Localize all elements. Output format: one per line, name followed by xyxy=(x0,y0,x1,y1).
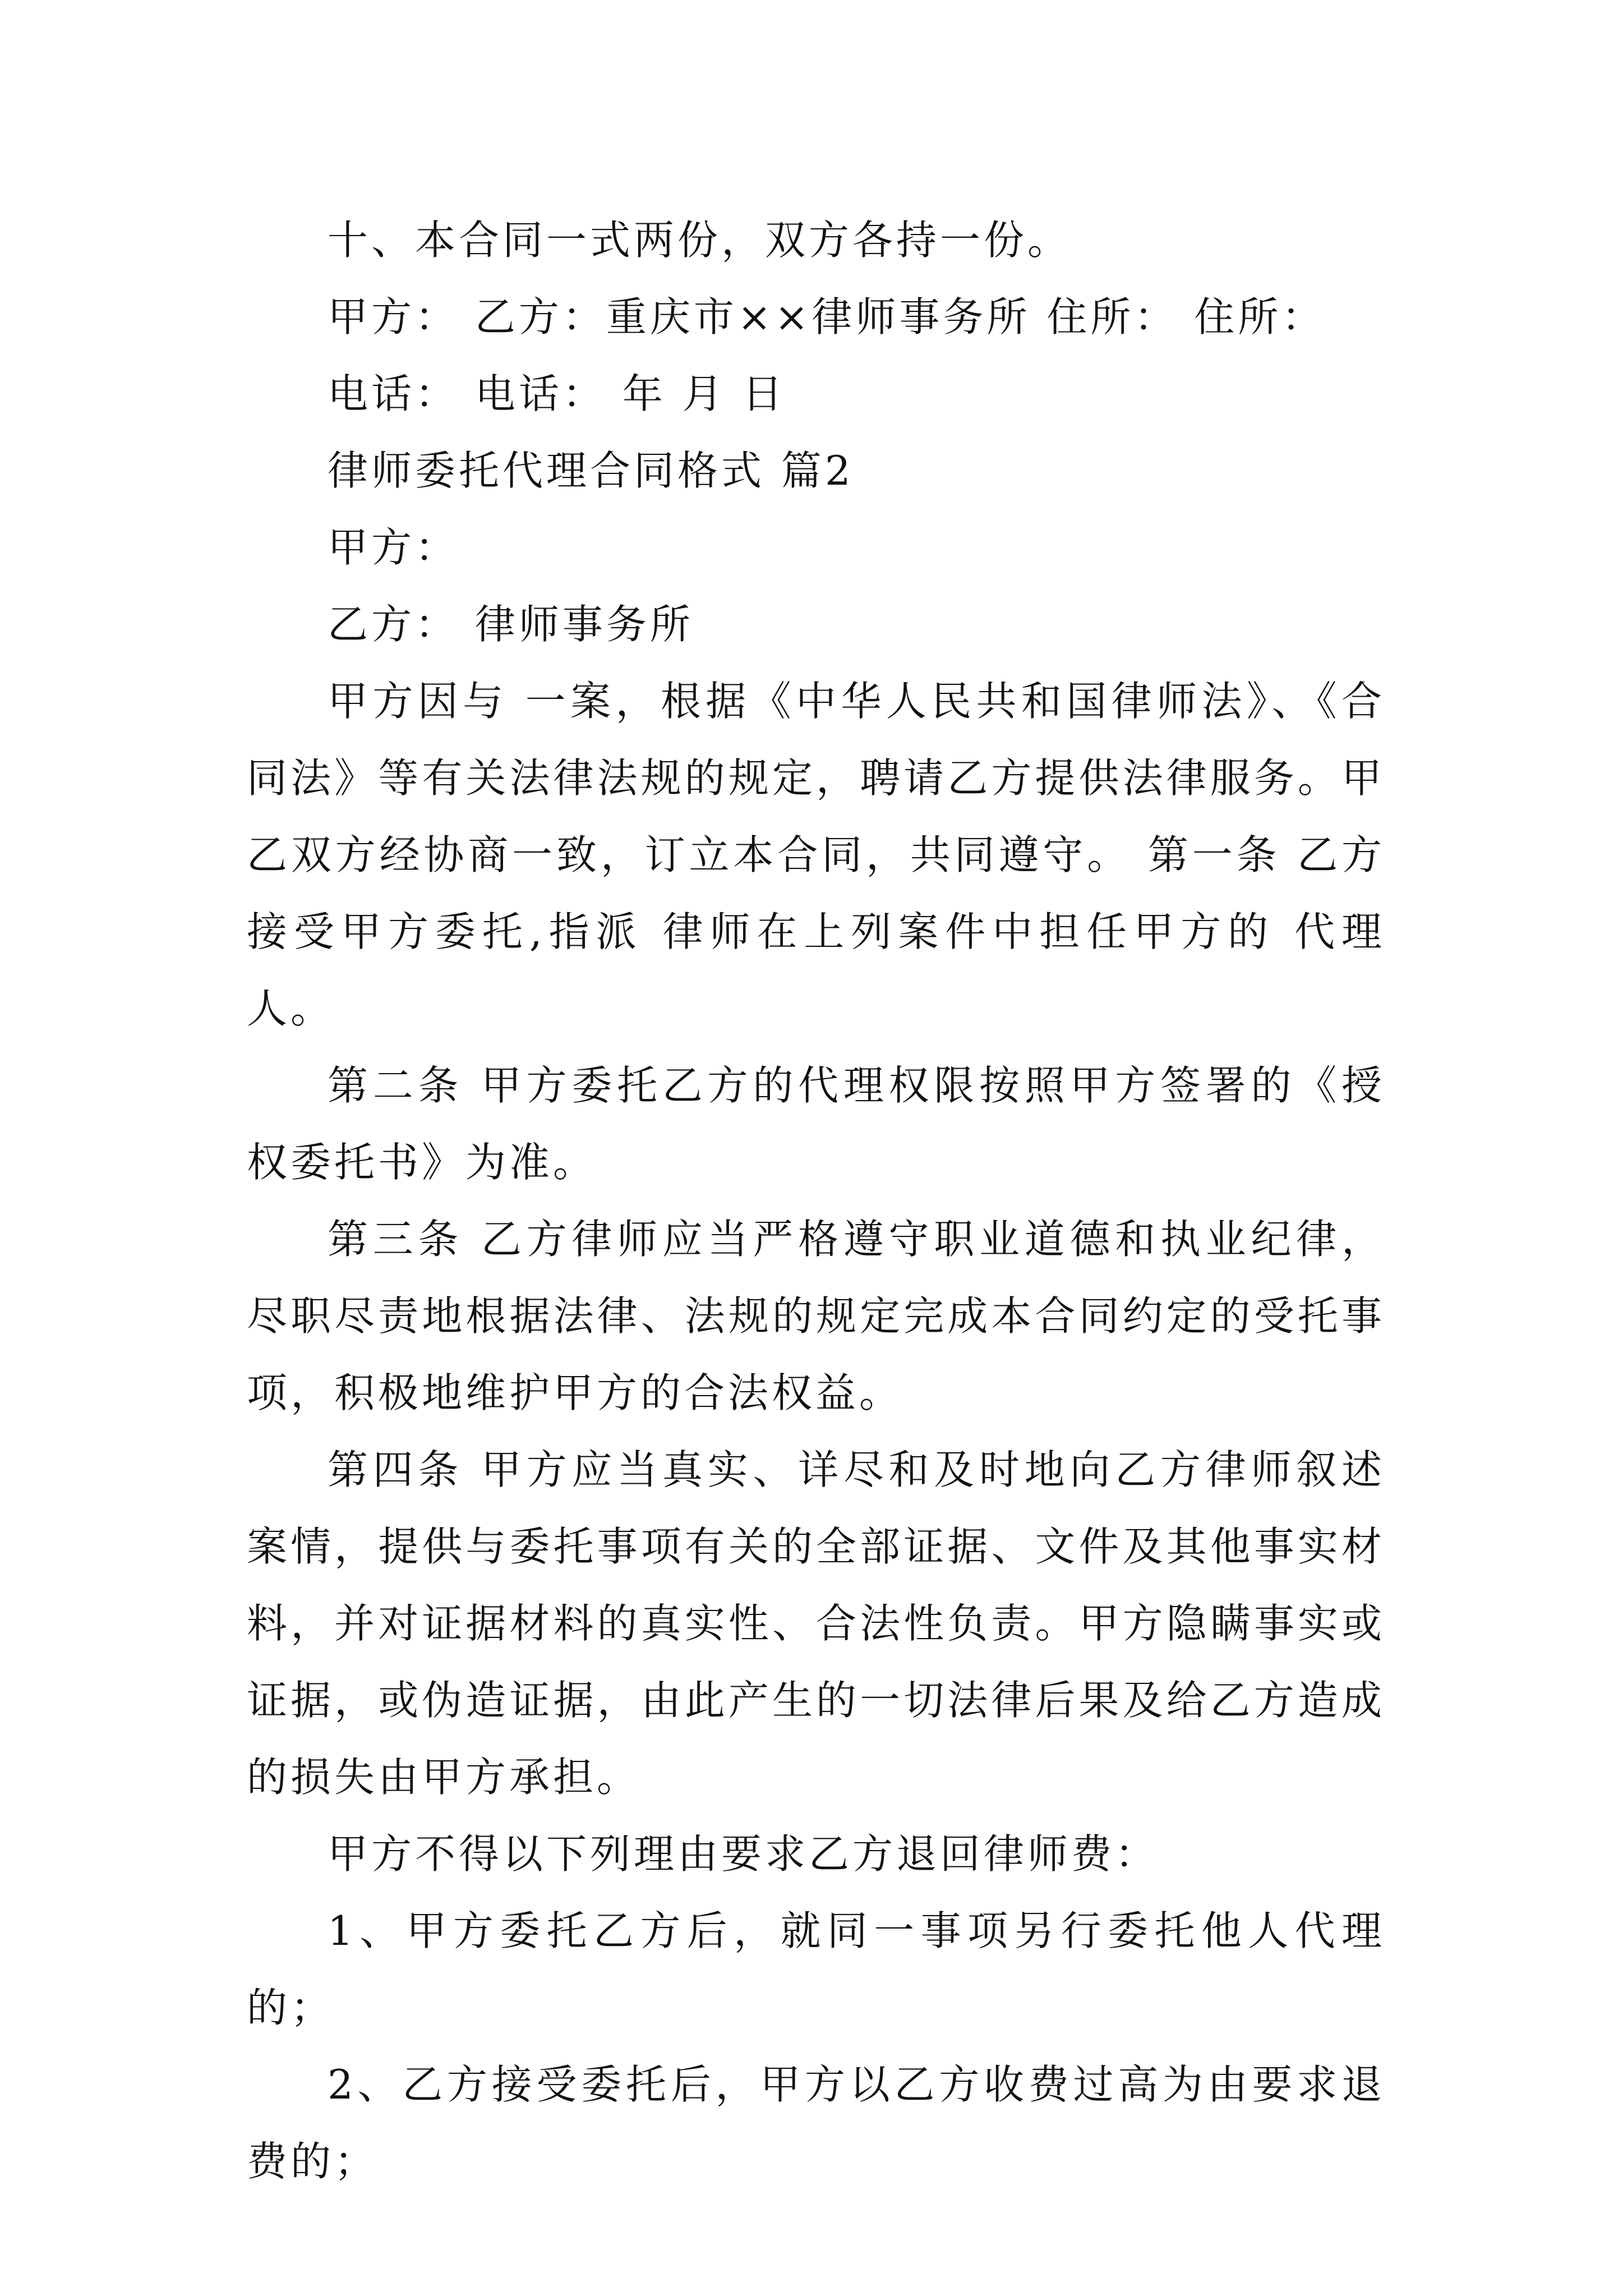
document-body xyxy=(247,202,1385,2200)
party-b-line: 乙方： 律师事务所 xyxy=(328,601,694,648)
signature-parties-line: 甲方： 乙方：重庆市××律师事务所 住所： 住所： xyxy=(328,293,1326,341)
contract-clause-ten: 十、本合同一式两份，双方各持一份。 xyxy=(328,217,1072,264)
section-heading: 律师委托代理合同格式 篇2 xyxy=(328,447,854,494)
article-four: 第四条 甲方应当真实、详尽和及时地向乙方律师叙述案情，提供与委托事项有关的全部证据、文件及其他事实材料，并对证据材料的真实性、合法性负责。甲方隐瞒事实或证据，或伪造证据，由此产生的一切法律后果及给乙方造成的损失由甲方承担。 xyxy=(247,1446,1385,1801)
article-two: 第二条 甲方委托乙方的代理权限按照甲方签署的《授权委托书》为准。 xyxy=(247,1062,1385,1186)
preamble-paragraph: 甲方因与 一案，根据《中华人民共和国律师法》、《合同法》等有关法律法规的规定，聘请乙方提供法律服务。甲乙双方经协商一致，订立本合同，共同遵守。 第一条 乙方接受甲方委托,指派 律师在上列案件中担任甲方的 代理人。 xyxy=(247,678,1385,1032)
refund-exclusion-item-2: 2、乙方接受委托后，甲方以乙方收费过高为由要求退费的； xyxy=(247,2061,1385,2185)
refund-exclusion-item-1: 1、甲方委托乙方后，就同一事项另行委托他人代理的； xyxy=(247,1907,1385,2031)
article-three: 第三条 乙方律师应当严格遵守职业道德和执业纪律，尽职尽责地根据法律、法规的规定完成本合同约定的受托事项，积极地维护甲方的合法权益。 xyxy=(247,1216,1385,1416)
refund-exclusion-heading: 甲方不得以下列理由要求乙方退回律师费： xyxy=(328,1830,1159,1878)
party-a-line: 甲方： xyxy=(328,524,459,571)
signature-phone-date-line: 电话： 电话： 年 月 日 xyxy=(328,370,786,417)
